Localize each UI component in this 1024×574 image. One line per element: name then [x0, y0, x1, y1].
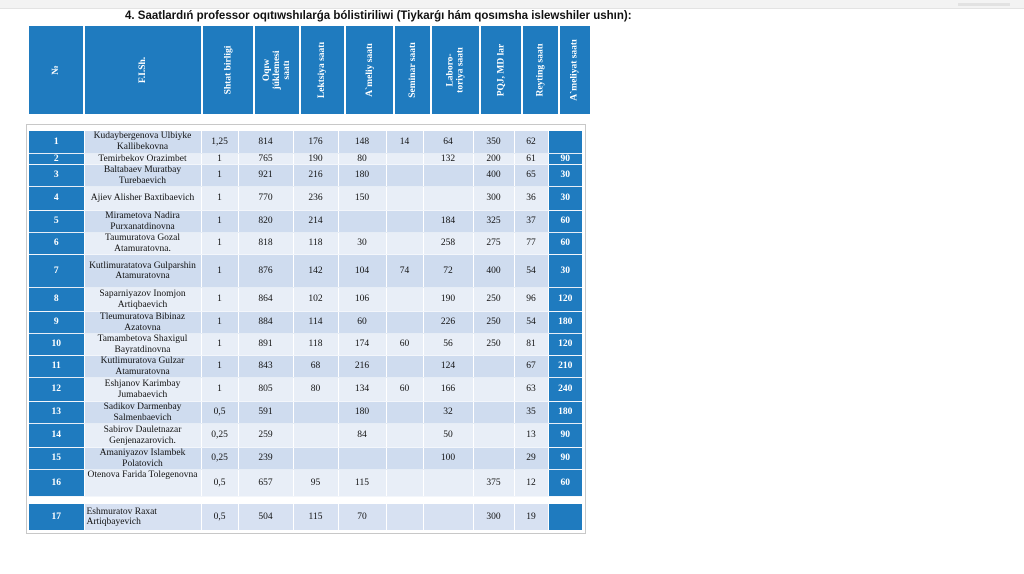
header-lektsiya: Lektsiya saatı — [301, 26, 344, 114]
header-full-name: F.I.Sh. — [85, 26, 201, 114]
page-title: 4. Saatlardıń professor oqıtıwshılarǵa bólistiriliwi (Tiykarǵı hám qosımsha islewshiler ushın): — [125, 10, 632, 22]
table-row: 14 Sabirov Dauletnazar Genjenazarovich. 0,25 259 84 50 13 90 — [29, 424, 582, 448]
table-row: 7 Kutlimuratatova Gulparshin Atamuratovna 1 876 142 104 74 72 400 54 30 — [29, 255, 582, 288]
corner-mark — [958, 3, 1010, 6]
table-row: 11 Kutlimuratova Gulzar Atamuratovna 1 843 68 216 124 67 210 — [29, 356, 582, 378]
table-row: 12 Eshjanov Karimbay Jumabaevich 1 805 80 134 60 166 63 240 — [29, 378, 582, 402]
staff-hours-table — [29, 131, 582, 530]
table-row: 2 Temirbekov Orazimbet 1 765 190 80 132 200 61 90 — [29, 153, 582, 165]
header-oqiw-juklemesi: Oqıw júklemesi saatı — [255, 26, 299, 114]
row-spacer — [29, 497, 582, 505]
table-row: 3 Baltabaev Muratbay Turebaevich 1 921 216 180 400 65 30 — [29, 165, 582, 187]
table-row: 6 Taumuratova Gozal Atamuratovna. 1 818 118 30 258 275 77 60 — [29, 233, 582, 255]
table-row: 9 Tleumuratova Bibinaz Azatovna 1 884 114 60 226 250 54 180 — [29, 312, 582, 334]
table-row: 13 Sadikov Darmenbay Salmenbaevich 0,5 591 180 32 35 180 — [29, 402, 582, 424]
table-header — [29, 26, 590, 114]
table-row: 15 Amaniyazov Islambek Polatovich 0,25 239 100 29 90 — [29, 448, 582, 470]
header-ameliy: A`meliy saatı — [346, 26, 393, 114]
table-row: 16 Otenova Farida Tolegenovna 0,5 657 95 115 375 12 60 — [29, 470, 582, 497]
header-pqj: PQJ, MD lar — [481, 26, 521, 114]
header-shtat-birligi: Shtat birligi — [203, 26, 253, 114]
table-row: 8 Saparniyazov Inomjon Artiqbaevich 1 864 102 106 190 250 96 120 — [29, 288, 582, 312]
table-row: 1 Kudaybergenova Ulbiyke Kallibekovna 1,25 814 176 148 14 64 350 62 — [29, 131, 582, 153]
table-row: 17 Eshmuratov Raxat Artiqbayevich 0,5 504 115 70 300 19 — [29, 504, 582, 530]
table-row: 4 Ajiev Alisher Baxtibaevich 1 770 236 150 300 36 30 — [29, 187, 582, 211]
table-row: 5 Mirametova Nadira Purxanatdinovna 1 820 214 184 325 37 60 — [29, 211, 582, 233]
top-rule — [0, 0, 1024, 9]
header-seminar: Seminar saatı — [395, 26, 430, 114]
header-ameliyat: A`meliyat saatı — [560, 26, 590, 114]
header-laboratoriya: Laboro-toriya saatı — [432, 26, 479, 114]
header-reyting: Reyting saatı — [523, 26, 558, 114]
header-number: № — [29, 26, 83, 114]
table-row: 10 Tamambetova Shaxigul Bayratdinovna 1 891 118 174 60 56 250 81 120 — [29, 334, 582, 356]
